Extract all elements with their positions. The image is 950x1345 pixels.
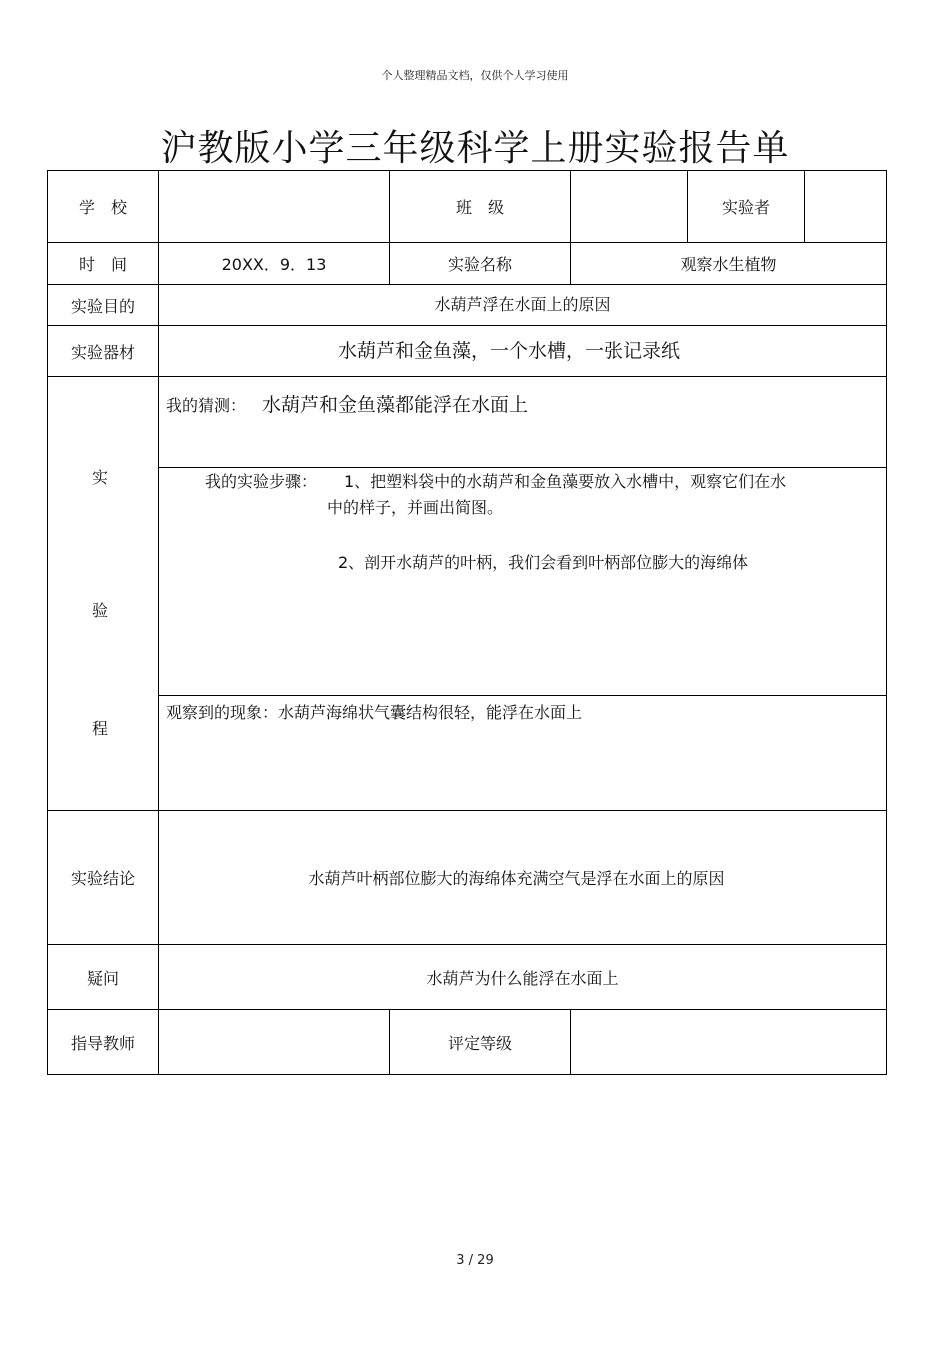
- guess-value: 水葫芦和金鱼藻都能浮在水面上: [262, 394, 529, 416]
- experiment-name-label: 实验名称: [447, 255, 512, 274]
- conclusion-value: 水葫芦叶柄部位膨大的海绵体充满空气是浮在水面上的原因: [308, 869, 725, 888]
- purpose-label: 实验目的: [70, 296, 135, 316]
- time-value: 20XX．9．13: [221, 255, 327, 274]
- grade-label: 评定等级: [447, 1033, 512, 1053]
- observation: 观察到的现象：水葫芦海绵状气囊结构很轻，能浮在水面上: [166, 703, 583, 722]
- step2: 2、剖开水葫芦的叶柄，我们会看到叶柄部位膨大的海绵体: [338, 553, 749, 572]
- materials-label: 实验器材: [70, 342, 135, 362]
- header-note: 个人整理精品文档，仅供个人学习使用: [381, 69, 569, 82]
- teacher-value[interactable]: [159, 1010, 389, 1074]
- materials-value: 水葫芦和金鱼藻，一个水槽，一张记录纸: [337, 339, 680, 362]
- conclusion-label: 实验结论: [70, 869, 135, 888]
- school-label: 学 校: [78, 198, 127, 217]
- school-value[interactable]: [159, 171, 389, 242]
- page-title: 沪教版小学三年级科学上册实验报告单: [160, 128, 790, 169]
- class-label: 班 级: [455, 198, 504, 217]
- step1-line1: 1、把塑料袋中的水葫芦和金鱼藻要放入水槽中，观察它们在水: [344, 472, 787, 491]
- experimenter-value[interactable]: [805, 171, 886, 242]
- page-number: 3 / 29: [456, 1253, 494, 1268]
- process-label-char-1: 实: [92, 468, 109, 487]
- experiment-name-value: 观察水生植物: [680, 255, 777, 274]
- teacher-label: 指导教师: [70, 1033, 135, 1053]
- experimenter-label: 实验者: [721, 198, 770, 217]
- process-label-char-2: 验: [92, 601, 109, 620]
- process-label-char-3: 程: [92, 719, 109, 738]
- steps-label: 我的实验步骤：: [205, 472, 318, 491]
- purpose-value: 水葫芦浮在水面上的原因: [434, 294, 611, 314]
- question-value: 水葫芦为什么能浮在水面上: [426, 968, 619, 988]
- class-value[interactable]: [571, 171, 687, 242]
- question-label: 疑问: [86, 968, 119, 988]
- guess-label: 我的猜测：: [166, 396, 247, 415]
- grade-value[interactable]: [571, 1010, 886, 1074]
- step1-line2: 中的样子，并画出简图。: [327, 498, 504, 517]
- time-label: 时 间: [78, 255, 127, 274]
